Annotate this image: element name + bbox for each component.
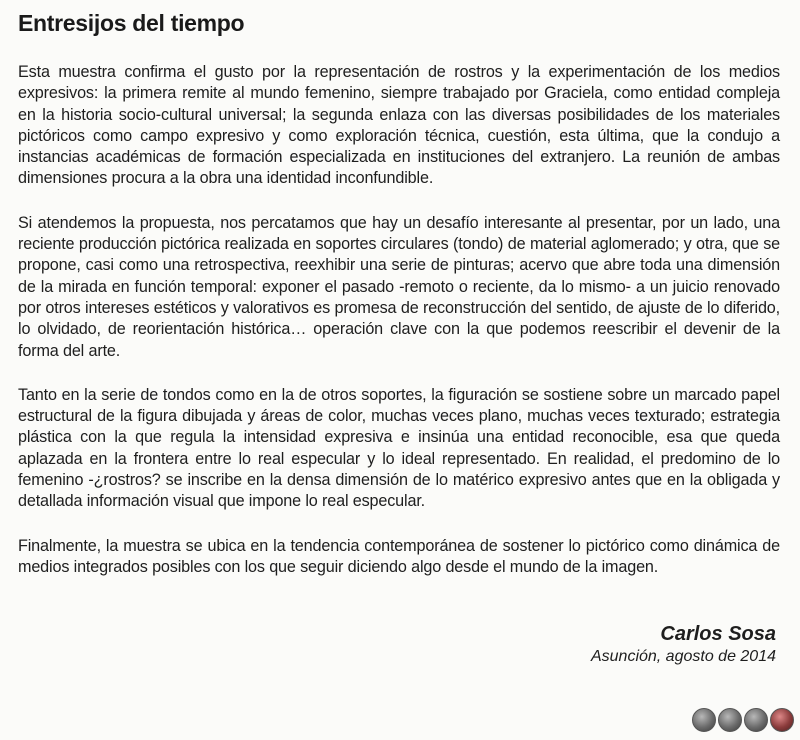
paragraph-2: Si atendemos la propuesta, nos percatamos que hay un desafío interesante al presentar, por un lado, una reciente producción pictórica realizada en soportes circulares (tondo) de material aglomerado; y otra, que se propone, casi como una retrospectiva, reexhibir una serie de pinturas; acervo que abre toda una dimensión de la mirada en función temporal: exponer el pasado -remoto o reciente, da lo mismo- a un juicio renovado por otros intereses estéticos y valorativos es promesa de reconstrucción del sentido, de ajuste de lo diferido, lo olvidado, de reorientación histórica… operación clave con la que podemos reescribir el devenir de la forma del arte.: [18, 213, 780, 360]
signature-block: [591, 622, 776, 668]
article-body: [18, 62, 780, 601]
page-title: Entresijos del tiempo: [18, 10, 245, 36]
paragraph-3: Tanto en la serie de tondos como en la de otros soportes, la figuración se sostiene sobre un marcado papel estructural de la figura dibujada y áreas de color, muchas veces plano, muchas veces texturado; estrategia plástica con la que regula la intensidad expresiva e insinúa una entidad reconocible, esa que queda aplazada en la frontera entre lo real especular y lo ideal representado. En realidad, el predomino de lo femenino -¿rostros? se inscribe en la densa dimensión de lo matérico expresivo antes que en la obligada y detallada información visual que impone lo real especular.: [18, 385, 780, 511]
logo-circle: [692, 708, 716, 732]
paragraph-1: Esta muestra confirma el gusto por la representación de rostros y la experimentación de los medios expresivos: la primera remite al mundo femenino, siempre trabajado por Graciela, como entidad compleja en la historia socio-cultural universal; la segunda enlaza con las diversas posibilidades de los materiales pictóricos como campo expresivo y como exploración técnica, cuestión, esta última, que la condujo a instancias académicas de formación especializada en instituciones del extranjero. La reunión de ambas dimensiones procura a la obra una identidad inconfundible.: [18, 63, 780, 188]
logo-circle-accent: [770, 708, 794, 732]
author-name: Carlos Sosa: [660, 623, 776, 645]
logo-circle: [744, 708, 768, 732]
place-date: Asunción, agosto de 2014: [590, 648, 776, 665]
logo-circle: [718, 708, 742, 732]
circles-logo-icon: [692, 708, 794, 732]
paragraph-4: Finalmente, la muestra se ubica en la tendencia contemporánea de sostener lo pictórico como dinámica de medios integrados posibles con los que seguir diciendo algo desde el mundo de la imagen.: [18, 536, 780, 576]
